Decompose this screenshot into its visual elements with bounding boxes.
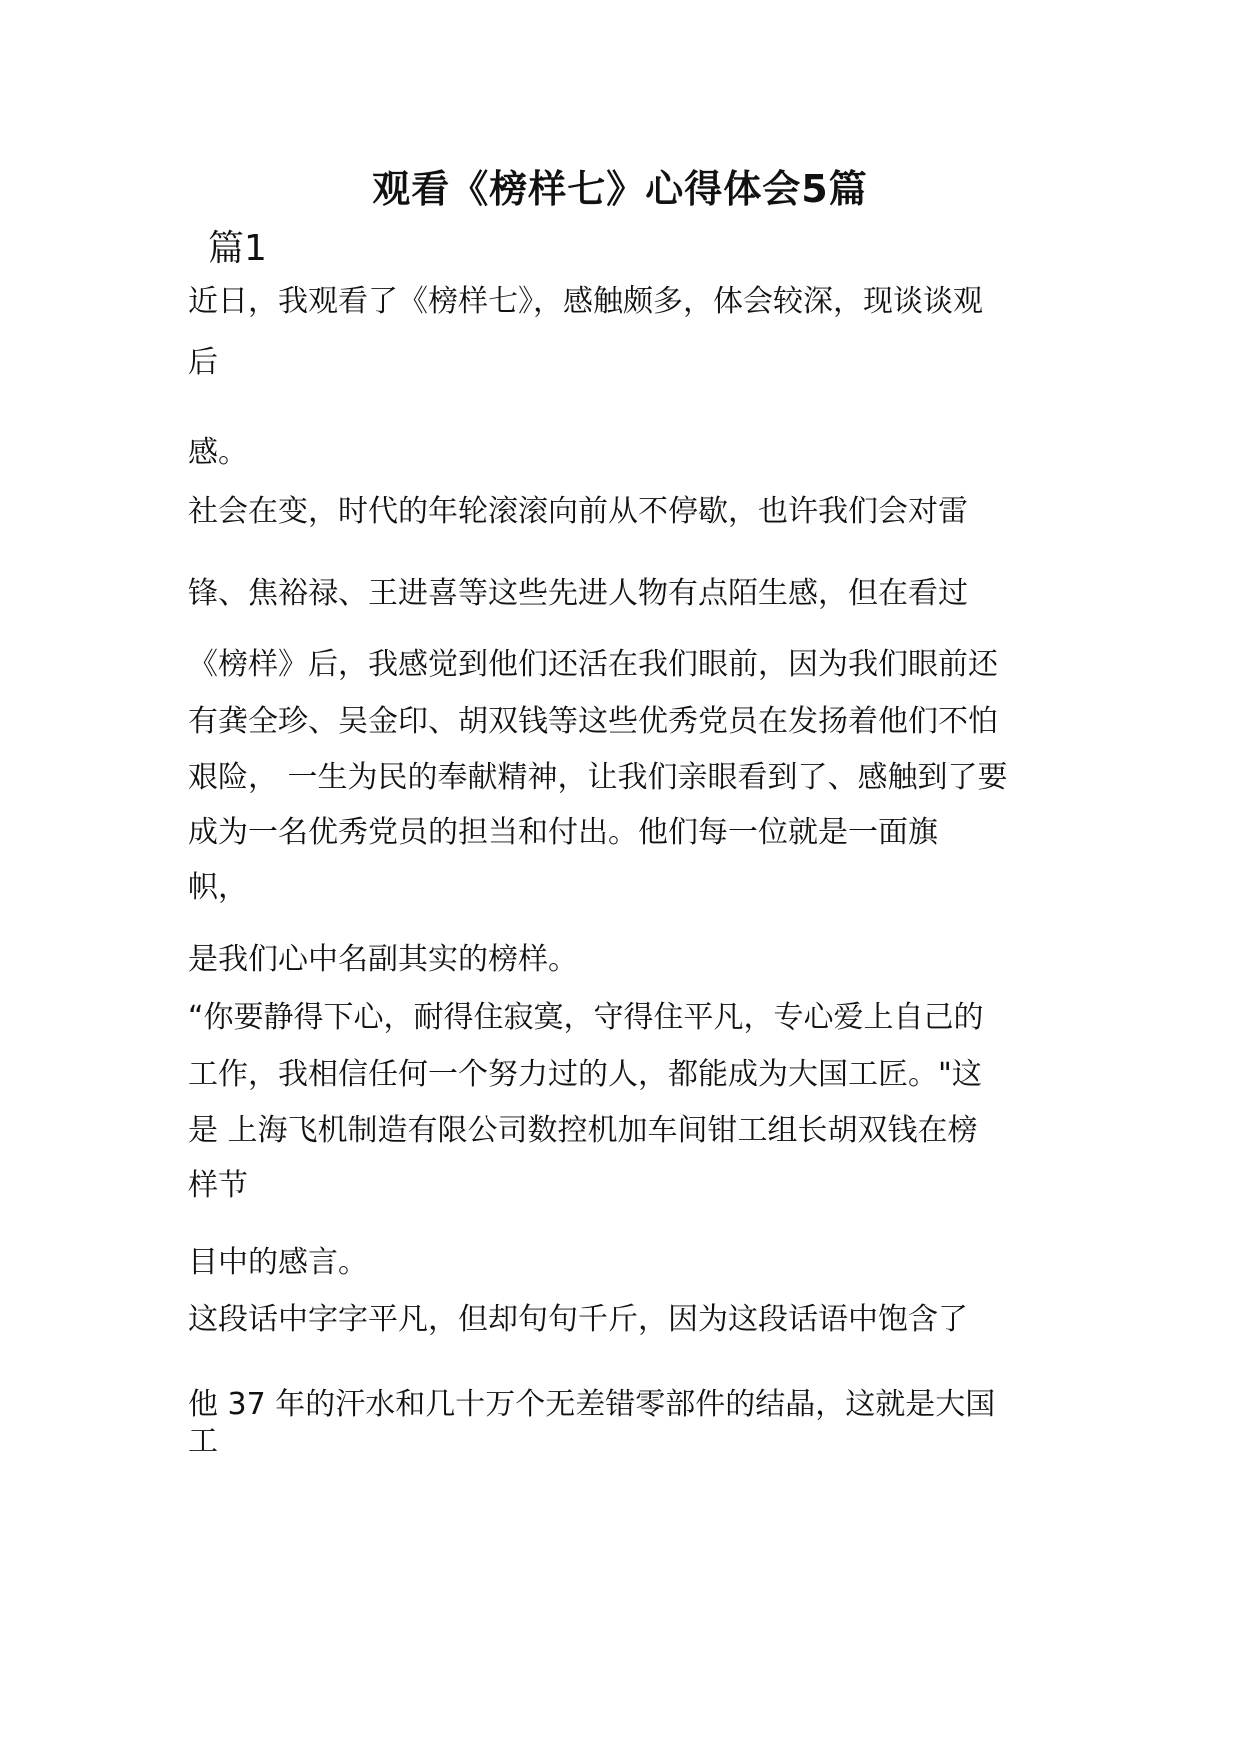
paragraph-line: “你要静得下心，耐得住寂寞，守得住平凡，专心爱上自己的 [188,1000,984,1035]
paragraph-line: 帜， [188,870,248,905]
paragraph-line: 工 [188,1424,218,1459]
document-title: 观看《榜样七》心得体会5篇 [372,167,868,211]
paragraph-line: 成为一名优秀党员的担当和付出。他们每一位就是一面旗 [188,815,938,850]
section-heading: 篇1 [208,228,267,269]
paragraph-line: 这段话中字字平凡，但却句句千斤，因为这段话语中饱含了 [188,1302,968,1337]
paragraph-line: 锋、焦裕禄、王进喜等这些先进人物有点陌生感，但在看过 [188,576,968,611]
paragraph-line: 他 37 年的汗水和几十万个无差错零部件的结晶，这就是大国 [188,1387,996,1422]
paragraph-line: 后 [188,345,218,380]
paragraph-line: 工作，我相信任何一个努力过的人，都能成为大国工匠。"这 [188,1057,982,1092]
paragraph-line: 社会在变，时代的年轮滚滚向前从不停歇，也许我们会对雷 [188,494,968,529]
paragraph-line: 艰险， 一生为民的奉献精神，让我们亲眼看到了、感触到了要 [188,760,1008,795]
paragraph-line: 样节 [188,1168,248,1203]
paragraph-line: 《榜样》后，我感觉到他们还活在我们眼前，因为我们眼前还 [188,647,998,682]
paragraph-line: 目中的感言。 [188,1245,368,1280]
paragraph-line: 是我们心中名副其实的榜样。 [188,942,578,977]
paragraph-line: 感。 [188,435,248,470]
paragraph-line: 是 上海飞机制造有限公司数控机加车间钳工组长胡双钱在榜 [188,1113,978,1148]
paragraph-line: 近日，我观看了《榜样七》，感触颇多，体会较深，现谈谈观 [188,284,983,319]
paragraph-line: 有龚全珍、吴金印、胡双钱等这些优秀党员在发扬着他们不怕 [188,704,998,739]
